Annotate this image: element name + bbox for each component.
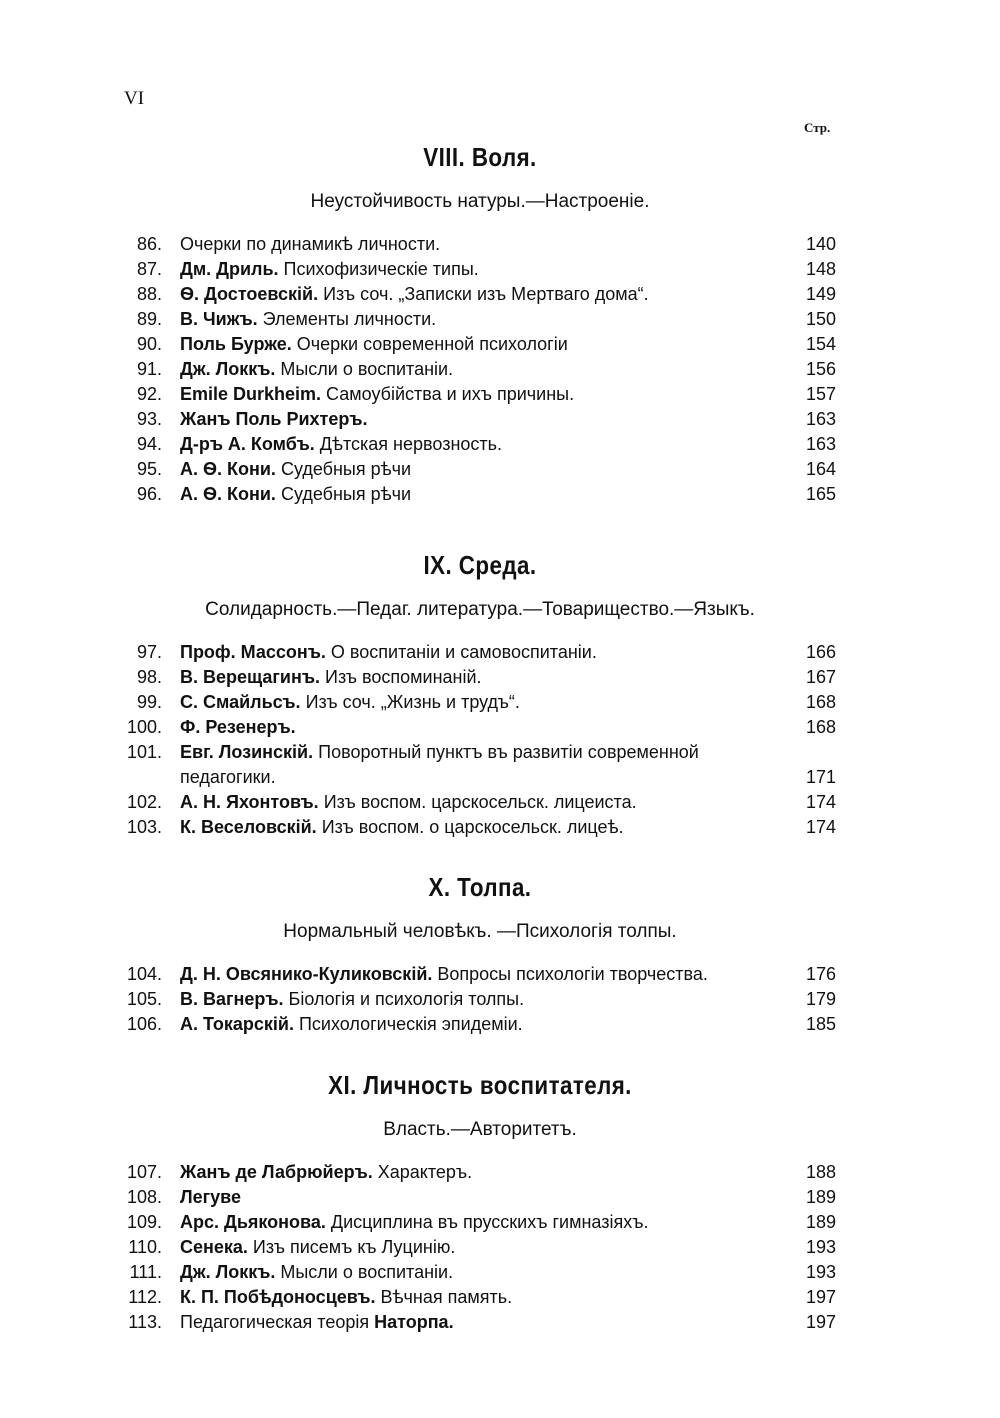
entry-title: [180, 1160, 786, 1185]
toc-entry: [124, 457, 836, 482]
entry-number: 105.: [126, 989, 162, 1009]
entry-number: 86.: [136, 234, 162, 254]
entry-author: А. Ѳ. Кони.: [180, 484, 276, 504]
entry-page: 148: [805, 259, 836, 279]
entry-author: Арс. Дьяконова.: [180, 1212, 326, 1232]
entry-page: 163: [805, 434, 836, 454]
entry-page: 163: [805, 409, 836, 429]
section-title: IX. Среда.: [423, 550, 537, 580]
entry-page: 193: [805, 1262, 836, 1282]
entry-number: 108.: [126, 1187, 162, 1207]
entry-text: Вопросы психологіи творчества.: [432, 964, 708, 984]
entry-author: Жанъ Поль Рихтеръ.: [180, 409, 368, 429]
section-ix: [124, 548, 836, 840]
entry-page: 176: [805, 964, 836, 984]
toc-entry: [124, 790, 836, 815]
toc-entry: [124, 257, 836, 282]
entry-number: 106.: [126, 1014, 162, 1034]
entry-author: Проф. Массонъ.: [180, 642, 326, 662]
toc-entry: [124, 282, 836, 307]
entry-list: [124, 1160, 836, 1335]
entry-text: Вѣчная память.: [375, 1287, 513, 1307]
entry-number: 112.: [128, 1287, 162, 1307]
entry-text: Мысли о воспитаніи.: [275, 359, 454, 379]
entry-title: [180, 962, 786, 987]
entry-page: 171: [805, 767, 836, 787]
entry-author: Дж. Локкъ.: [180, 1262, 276, 1282]
entry-title: [180, 1310, 786, 1335]
entry-page: 197: [805, 1287, 836, 1307]
entry-title: [180, 665, 786, 690]
entry-title: [180, 307, 786, 332]
entry-title: [180, 740, 786, 790]
entry-author: А. Ѳ. Кони.: [180, 459, 276, 479]
entry-author: А. Токарскій.: [180, 1014, 294, 1034]
entry-page: 156: [805, 359, 836, 379]
entry-title: [180, 790, 786, 815]
toc-entry: [124, 232, 836, 257]
entry-title: [180, 407, 786, 432]
entry-text: Мысли о воспитаніи.: [275, 1262, 454, 1282]
entry-author: Евг. Лозинскій.: [180, 742, 314, 762]
entry-text: Элементы личности.: [257, 309, 437, 329]
entry-title: [180, 1285, 786, 1310]
section-subtitle: Власть.—Авторитетъ.: [383, 1119, 577, 1140]
entry-title: [180, 690, 786, 715]
entry-number: 92.: [136, 384, 162, 404]
entry-number: 101.: [126, 742, 162, 762]
entry-text: Изъ соч. „Жизнь и трудъ“.: [300, 692, 520, 712]
entry-title: [180, 1260, 786, 1285]
entry-author: К. Веселовскій.: [180, 817, 317, 837]
entry-title: [180, 1185, 786, 1210]
entry-author: Поль Бурже.: [180, 334, 292, 354]
toc-entry: [124, 815, 836, 840]
entry-title: [180, 715, 786, 740]
entry-page: 185: [805, 1014, 836, 1034]
entry-text: Психологическія эпидеміи.: [293, 1014, 523, 1034]
entry-text: Дисциплина въ прусскихъ гимназіяхъ.: [325, 1212, 649, 1232]
toc-entry: [124, 715, 836, 740]
entry-author: Д. Н. Овсянико-Куликовскій.: [180, 964, 433, 984]
section-subtitle: Неустойчивость натуры.—Настроеніе.: [310, 191, 650, 212]
entry-title: [180, 482, 786, 507]
entry-title: [180, 1210, 786, 1235]
entry-page: 188: [805, 1162, 836, 1182]
entry-page: 174: [805, 792, 836, 812]
toc-entry: [124, 640, 836, 665]
entry-number: 90.: [136, 334, 162, 354]
toc-entry: [124, 962, 836, 987]
entry-text: Изъ соч. „Записки изъ Мертваго дома“.: [318, 284, 649, 304]
entry-title: [180, 432, 786, 457]
entry-page: 189: [805, 1187, 836, 1207]
entry-number: 94.: [136, 434, 162, 454]
entry-number: 87.: [136, 259, 162, 279]
entry-text: Педагогическая теорія: [180, 1312, 375, 1332]
entry-page: 166: [805, 642, 836, 662]
entry-page: 165: [805, 484, 836, 504]
entry-number: 98.: [136, 667, 162, 687]
entry-text: Дѣтская нервозность.: [314, 434, 503, 454]
entry-author: В. Верещагинъ.: [180, 667, 320, 687]
entry-author: Ф. Резенеръ.: [180, 717, 296, 737]
entry-page: 150: [805, 309, 836, 329]
entry-number: 103.: [126, 817, 162, 837]
entry-author: Дм. Дриль.: [180, 259, 279, 279]
entry-text: Очерки по динамикѣ личности.: [180, 234, 441, 254]
entry-list: [124, 962, 836, 1037]
entry-number: 100.: [126, 717, 162, 737]
entry-author: Д-ръ А. Комбъ.: [180, 434, 315, 454]
entry-title: [180, 815, 786, 840]
section-title: X. Толпа.: [428, 872, 532, 902]
toc-entry: [124, 690, 836, 715]
section-subtitle: Нормальный человѣкъ. —Психологія толпы.: [283, 921, 677, 942]
toc-entry: [124, 1012, 836, 1037]
entry-page: 193: [805, 1237, 836, 1257]
entry-page: 179: [805, 989, 836, 1009]
entry-text: Судебныя рѣчи: [275, 484, 412, 504]
toc-entry: [124, 382, 836, 407]
entry-number: 91.: [136, 359, 162, 379]
entry-text: Изъ писемъ къ Луцинію.: [247, 1237, 456, 1257]
toc-entry: [124, 1185, 836, 1210]
entry-title: [180, 357, 786, 382]
entry-author: К. П. Побѣдоносцевъ.: [180, 1287, 376, 1307]
entry-text: О воспитаніи и самовоспитаніи.: [325, 642, 597, 662]
entry-number: 93.: [136, 409, 162, 429]
entry-page: 168: [805, 717, 836, 737]
entry-title: [180, 457, 786, 482]
entry-text: Изъ воспом. царскосельск. лицеиста.: [318, 792, 637, 812]
toc-entry: [124, 1285, 836, 1310]
entry-title: [180, 640, 786, 665]
toc-entry: [124, 307, 836, 332]
entry-number: 102.: [126, 792, 162, 812]
page-column-label: Стр.: [804, 120, 831, 135]
section-title: VIII. Воля.: [423, 142, 537, 172]
entry-text: Очерки современной психологіи: [291, 334, 568, 354]
entry-text: Самоубійства и ихъ причины.: [321, 384, 575, 404]
entry-author: Дж. Локкъ.: [180, 359, 276, 379]
entry-text: Психофизическіе типы.: [278, 259, 479, 279]
entry-number: 110.: [128, 1237, 162, 1257]
entry-text: Изъ воспоминаній.: [320, 667, 482, 687]
section-xi: [124, 1068, 836, 1335]
entry-number: 95.: [136, 459, 162, 479]
toc-entry: [124, 432, 836, 457]
entry-number: 96.: [136, 484, 162, 504]
entry-title: [180, 257, 786, 282]
entry-page: 197: [805, 1312, 836, 1332]
toc-entry: [124, 987, 836, 1012]
entry-list: [124, 640, 836, 840]
entry-author: Ѳ. Достоевскій.: [180, 284, 319, 304]
entry-title: [180, 232, 786, 257]
entry-text: Судебныя рѣчи: [275, 459, 412, 479]
entry-page: 149: [805, 284, 836, 304]
toc-entry: [124, 1210, 836, 1235]
entry-author: Emile Durkheim.: [180, 384, 322, 404]
section-subtitle: Солидарность.—Педаг. литература.—Товарищество.—Языкъ.: [205, 599, 755, 620]
entry-number: 111.: [129, 1262, 162, 1282]
entry-title: [180, 382, 786, 407]
toc-entry: [124, 357, 836, 382]
entry-author: А. Н. Яхонтовъ.: [180, 792, 319, 812]
entry-author: Сенека.: [180, 1237, 248, 1257]
entry-page: 164: [805, 459, 836, 479]
entry-page: 189: [805, 1212, 836, 1232]
entry-text: Поворотный пунктъ въ развитіи современной педагогики.: [180, 742, 699, 787]
toc-entry: [124, 665, 836, 690]
entry-author: Жанъ де Лабрюйеръ.: [180, 1162, 373, 1182]
section-x: [124, 870, 836, 1037]
entry-title: [180, 1235, 786, 1260]
entry-text: Изъ воспом. о царскосельск. лицеѣ.: [316, 817, 624, 837]
entry-number: 89.: [136, 309, 162, 329]
entry-page: 140: [805, 234, 836, 254]
entry-number: 88.: [136, 284, 162, 304]
page-number: VI: [124, 88, 145, 109]
section-viii: [124, 140, 836, 507]
entry-title: [180, 332, 786, 357]
entry-text: Характеръ.: [372, 1162, 473, 1182]
entry-author: Наторпа.: [374, 1312, 454, 1332]
entry-number: 104.: [126, 964, 162, 984]
entry-title: [180, 987, 786, 1012]
entry-number: 109.: [126, 1212, 162, 1232]
toc-entry: [124, 1310, 836, 1335]
entry-page: 154: [805, 334, 836, 354]
toc-entry: [124, 482, 836, 507]
section-title: XI. Личность воспитателя.: [328, 1070, 632, 1100]
toc-entry: [124, 740, 836, 790]
entry-page: 167: [805, 667, 836, 687]
toc-entry: [124, 407, 836, 432]
entry-author: В. Вагнеръ.: [180, 989, 284, 1009]
entry-list: [124, 232, 836, 507]
toc-entry: [124, 1235, 836, 1260]
entry-text: Біологія и психологія толпы.: [283, 989, 525, 1009]
entry-number: 99.: [136, 692, 162, 712]
entry-author: В. Чижъ.: [180, 309, 258, 329]
entry-number: 107.: [126, 1162, 162, 1182]
entry-title: [180, 1012, 786, 1037]
toc-entry: [124, 332, 836, 357]
toc-entry: [124, 1160, 836, 1185]
entry-title: [180, 282, 786, 307]
entry-page: 157: [805, 384, 836, 404]
entry-number: 113.: [128, 1312, 162, 1332]
entry-page: 168: [805, 692, 836, 712]
entry-number: 97.: [136, 642, 162, 662]
entry-author: Легуве: [180, 1187, 241, 1207]
entry-author: С. Смайльсъ.: [180, 692, 301, 712]
toc-entry: [124, 1260, 836, 1285]
entry-page: 174: [805, 817, 836, 837]
